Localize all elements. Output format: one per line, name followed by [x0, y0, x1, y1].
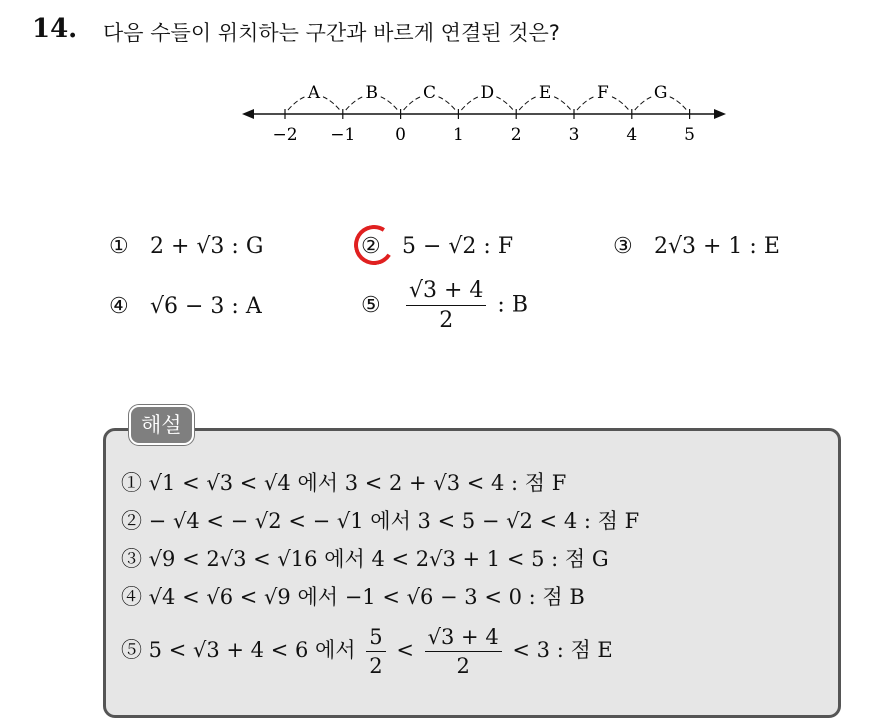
- solution-fraction-1-bottom: 2: [369, 654, 383, 678]
- tick-label: −2: [272, 125, 298, 145]
- option-2-answer: F: [497, 234, 514, 259]
- option-2[interactable]: ② 5 − √2 : F: [361, 234, 514, 259]
- solution-fraction-2-top: √3 + 4: [425, 625, 502, 652]
- option-4-number: ④: [109, 294, 129, 319]
- option-3-expr: 2√3 + 1: [654, 234, 743, 259]
- solution-line-1: ① √1 < √3 < √4 에서 3 < 2 + √3 < 4 : 점 F: [121, 471, 567, 495]
- solution-fraction-2-bottom: 2: [456, 654, 470, 678]
- option-1-number: ①: [109, 234, 129, 259]
- number-line: [240, 82, 730, 152]
- selected-answer-circle-mark: [350, 221, 397, 268]
- solution-line-4: ④ √4 < √6 < √9 에서 −1 < √6 − 3 < 0 : 점 B: [121, 585, 585, 609]
- interval-label: G: [653, 83, 668, 103]
- option-2-expr: 5 − √2: [402, 234, 477, 259]
- right-arrow-icon: [714, 109, 726, 119]
- option-4-answer: A: [245, 294, 262, 319]
- tick-label: 1: [452, 125, 464, 145]
- solution-fraction-1: [366, 625, 385, 678]
- solution-line-5-lt: <: [396, 638, 414, 662]
- option-4-expr: √6 − 3: [150, 294, 225, 319]
- option-1-answer: G: [245, 234, 264, 259]
- question-text: 다음 수들이 위치하는 구간과 바르게 연결된 것은?: [103, 21, 560, 45]
- solution-line-3: ③ √9 < 2√3 < √16 에서 4 < 2√3 + 1 < 5 : 점 G: [121, 547, 609, 571]
- option-1[interactable]: ① 2 + √3 : G: [109, 234, 264, 259]
- option-5-numerator: √3 + 4: [406, 278, 486, 306]
- solution-line-5-start: ⑤ 5 < √3 + 4 < 6 에서: [121, 638, 356, 662]
- option-2-number: ②: [361, 234, 381, 259]
- tick-label: 4: [626, 125, 638, 145]
- solution-line-5-end: < 3 : 점 E: [512, 638, 613, 662]
- solution-label: 해설: [129, 405, 194, 445]
- left-arrow-icon: [242, 109, 254, 119]
- interval-label: C: [422, 83, 437, 103]
- interval-label: E: [538, 83, 552, 103]
- option-5-number: ⑤: [361, 292, 381, 318]
- option-5-denominator: 2: [439, 308, 454, 333]
- interval-label: A: [307, 83, 321, 103]
- tick-label: 0: [395, 125, 407, 145]
- interval-label: B: [365, 83, 378, 103]
- option-5-answer: B: [511, 292, 529, 318]
- option-5-fraction: [406, 278, 486, 333]
- tick-label: 2: [510, 125, 522, 145]
- tick-label: −1: [330, 125, 356, 145]
- option-3[interactable]: ③ 2√3 + 1 : E: [613, 234, 780, 259]
- option-1-expr: 2 + √3: [150, 234, 225, 259]
- solution-line-5: [121, 625, 613, 678]
- solution-line-2: ② − √4 < − √2 < − √1 에서 3 < 5 − √2 < 4 : 점 F: [121, 509, 640, 533]
- option-5[interactable]: ⑤ $\frac{√3 + 4}{2}$ : B: [361, 278, 529, 333]
- interval-label: D: [480, 83, 495, 103]
- solution-fraction-2: [425, 625, 502, 678]
- solution-fraction-1-top: 5: [366, 625, 385, 652]
- interval-label: F: [597, 83, 609, 103]
- option-4[interactable]: ④ √6 − 3 : A: [109, 294, 262, 319]
- option-3-answer: E: [763, 234, 780, 259]
- tick-label: 5: [684, 125, 696, 145]
- question-number: 14.: [32, 14, 78, 44]
- option-3-number: ③: [613, 234, 633, 259]
- tick-label: 3: [568, 125, 580, 145]
